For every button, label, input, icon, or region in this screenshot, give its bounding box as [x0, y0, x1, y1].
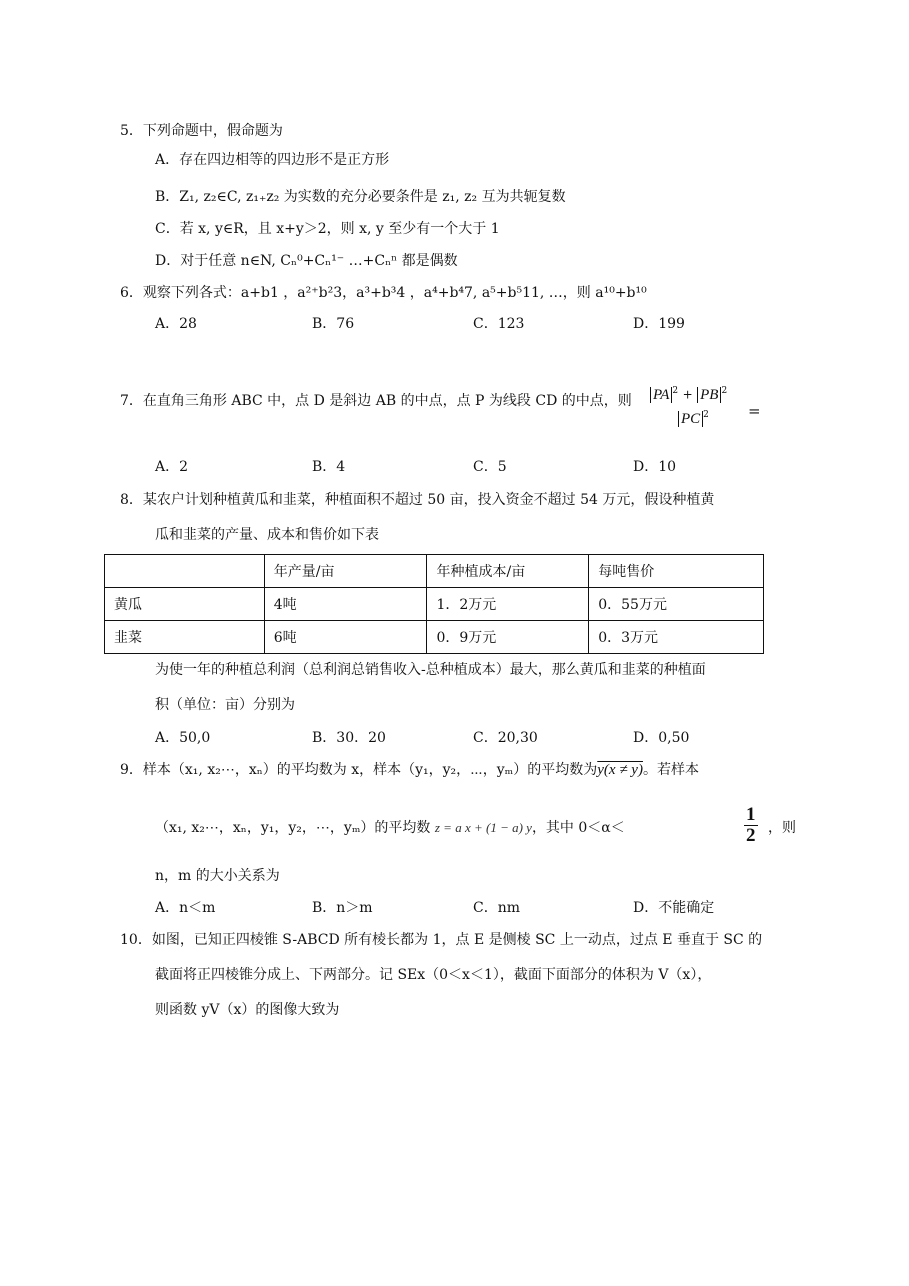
q7-option-a: A．2	[155, 459, 189, 475]
q9-stem-line1-text: 9．样本（x₁, x₂⋯，xₙ）的平均数为 x，样本（y₁，y₂，⋯，yₘ）的平均数为	[120, 762, 598, 778]
q9-half-numerator: 1	[746, 804, 756, 825]
q7-square-b: 2	[721, 386, 728, 396]
q8-stem-line2: 瓜和韭菜的产量、成本和售价如下表	[155, 527, 379, 543]
q6-option-c: C．123	[473, 316, 525, 332]
q9-option-b: B．n＞m	[312, 900, 373, 916]
q7-option-b: B．4	[312, 459, 346, 475]
q8-stem-line1: 8．某农户计划种植黄瓜和韭菜，种植面积不超过 50 亩，投入资金不超过 54 万元，假设种植黄	[120, 492, 715, 508]
table-header-cell: 年产量/亩	[264, 555, 427, 588]
q9-option-d: D．不能确定	[633, 900, 715, 916]
q9-stem-line1	[120, 760, 699, 780]
q9-option-c: C．nm	[473, 900, 521, 916]
q8-option-c: C．20,30	[473, 730, 538, 746]
table-row	[105, 621, 764, 654]
q5-option-d: D．对于任意 n∈N, Cₙ⁰+Cₙ¹⁻ …+Cₙⁿ 都是偶数	[155, 253, 458, 269]
q7-option-c: C．5	[473, 459, 507, 475]
q5-option-c: C．若 x, y∈R，且 x+y＞2，则 x, y 至少有一个大于 1	[155, 221, 500, 237]
q9-stem-line2-end: ，则	[768, 820, 796, 836]
q7-square-c: 2	[703, 410, 709, 420]
q8-after-line2: 积（单位：亩）分别为	[155, 697, 295, 713]
q7-abs-pc: PC	[678, 411, 703, 427]
q5-stem: 5．下列命题中，假命题为	[120, 123, 283, 139]
q9-half-denominator: 2	[746, 825, 756, 846]
q8-after-line1: 为使一年的种植总利润（总利润总销售收入-总种植成本）最大，那么黄瓜和韭菜的种植面	[155, 662, 706, 678]
table-header-cell	[105, 555, 265, 588]
q9-stem-line2-mid: ，其中 0＜α＜	[531, 820, 625, 836]
table-header-cell: 年种植成本/亩	[427, 555, 589, 588]
q7-equals: =	[748, 402, 761, 420]
q8-option-a: A．50,0	[155, 730, 211, 746]
table-cell: 4吨	[264, 588, 427, 621]
q9-stem-line1-end: 。若样本	[642, 762, 699, 778]
table-cell: 0．55万元	[589, 588, 764, 621]
q7-square-a: 2	[672, 386, 679, 396]
q8-option-d: D．0,50	[633, 730, 690, 746]
q9-stem-line2	[155, 818, 625, 838]
q7-abs-pb: PB	[697, 387, 721, 403]
q6-option-d: D．199	[633, 316, 685, 332]
q6-option-b: B．76	[312, 316, 355, 332]
q9-option-a: A．n＜m	[155, 900, 216, 916]
q7-option-d: D．10	[633, 459, 677, 475]
table-cell: 6吨	[264, 621, 427, 654]
q10-line2: 截面将正四棱锥分成上、下两部分。记 SEx（0＜x＜1），截面下面部分的体积为 V（x），	[155, 967, 712, 983]
table-header-cell: 每吨售价	[589, 555, 764, 588]
q7-abs-pa: PA	[650, 387, 672, 403]
q6-stem: 6．观察下列各式：a+b1 ，a²⁺b²3，a³+b³4 ，a⁴+b⁴7, a⁵+b⁵11, …，则 a¹⁰+b¹⁰	[120, 285, 647, 301]
q9-formula-z: z = a x + (1 − a) y	[434, 820, 532, 835]
q5-option-a: A．存在四边相等的四边形不是正方形	[155, 152, 390, 168]
q9-fraction-half	[744, 805, 758, 846]
q8-data-table	[104, 554, 764, 654]
table-cell: 黄瓜	[105, 588, 265, 621]
q9-formula-y-ne-x: y(x ≠ y)	[597, 762, 643, 778]
table-cell: 1．2万元	[427, 588, 589, 621]
q9-stem-line2-text: （x₁, x₂⋯，xₙ，y₁，y₂，⋯，yₘ）的平均数	[155, 820, 431, 836]
table-cell: 0．9万元	[427, 621, 589, 654]
table-cell: 韭菜	[105, 621, 265, 654]
q6-option-a: A．28	[155, 316, 197, 332]
table-row	[105, 588, 764, 621]
q10-line1: 10．如图，已知正四棱锥 S-ABCD 所有棱长都为 1，点 E 是侧棱 SC 上一动点，过点 E 垂直于 SC 的	[120, 932, 763, 948]
q9-stem-line3: n，m 的大小关系为	[155, 868, 280, 884]
q10-line3: 则函数 yV（x）的图像大致为	[155, 1002, 340, 1018]
table-header-row	[105, 555, 764, 588]
table-cell: 0．3万元	[589, 621, 764, 654]
q7-stem: 7．在直角三角形 ABC 中，点 D 是斜边 AB 的中点，点 P 为线段 CD 的中点，则	[120, 393, 632, 409]
q5-option-b: B．Z₁, z₂∈C, z₁₊z₂ 为实数的充分必要条件是 z₁, z₂ 互为共轭复数	[155, 189, 566, 205]
q8-option-b: B．30．20	[312, 730, 386, 746]
q7-plus: +	[682, 387, 693, 402]
q7-ratio-formula	[650, 386, 746, 427]
